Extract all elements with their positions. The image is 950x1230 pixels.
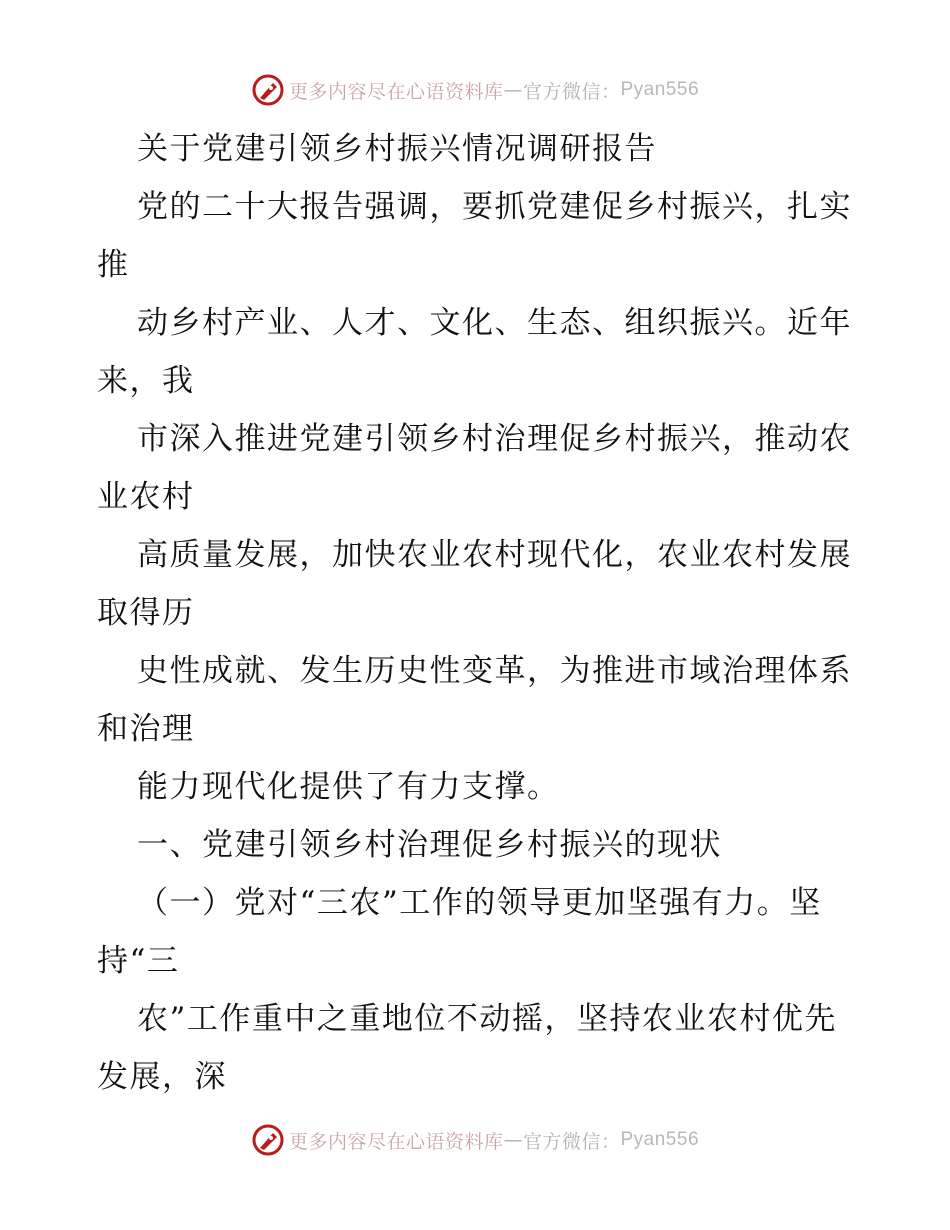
paragraph: 能力现代化提供了有力支撑。 <box>137 769 560 805</box>
paragraph: 史性成就、发生历史性变革，为推进市域治理体系和治理 <box>97 653 852 747</box>
watermark-contact-label: 官方微信： <box>522 1130 621 1153</box>
paragraph: 高质量发展，加快农业农村现代化，农业农村发展取得历 <box>97 537 852 631</box>
section-heading: 一、党建引领乡村治理促乡村振兴的现状 <box>137 827 722 863</box>
watermark-separator: — <box>503 79 523 101</box>
paragraph: 动乡村产业、人才、文化、生态、组织振兴。近年来，我 <box>97 305 852 399</box>
pen-nib-seal-icon <box>251 73 285 107</box>
footer-watermark <box>0 1122 950 1158</box>
watermark-separator: — <box>503 1129 523 1151</box>
document-title: 关于党建引领乡村振兴情况调研报告 <box>137 131 657 167</box>
watermark-contact-label: 官方微信： <box>522 80 621 103</box>
header-watermark <box>0 72 950 108</box>
paragraph: （一）党对“三农”工作的领导更加坚强有力。坚持“三 <box>97 885 822 979</box>
pen-nib-seal-icon <box>251 1123 285 1157</box>
paragraph: 农”工作重中之重地位不动摇，坚持农业农村优先发展，深 <box>97 1001 837 1095</box>
watermark-contact-id: Pyan556 <box>620 1129 700 1150</box>
watermark-main-text: 更多内容尽在心语资料库 <box>288 1130 504 1153</box>
document-body <box>97 120 857 1106</box>
watermark-contact-id: Pyan556 <box>620 79 700 100</box>
watermark-main-text: 更多内容尽在心语资料库 <box>288 80 504 103</box>
paragraph: 市深入推进党建引领乡村治理促乡村振兴，推动农业农村 <box>97 421 852 515</box>
paragraph: 党的二十大报告强调，要抓党建促乡村振兴，扎实推 <box>97 189 852 283</box>
